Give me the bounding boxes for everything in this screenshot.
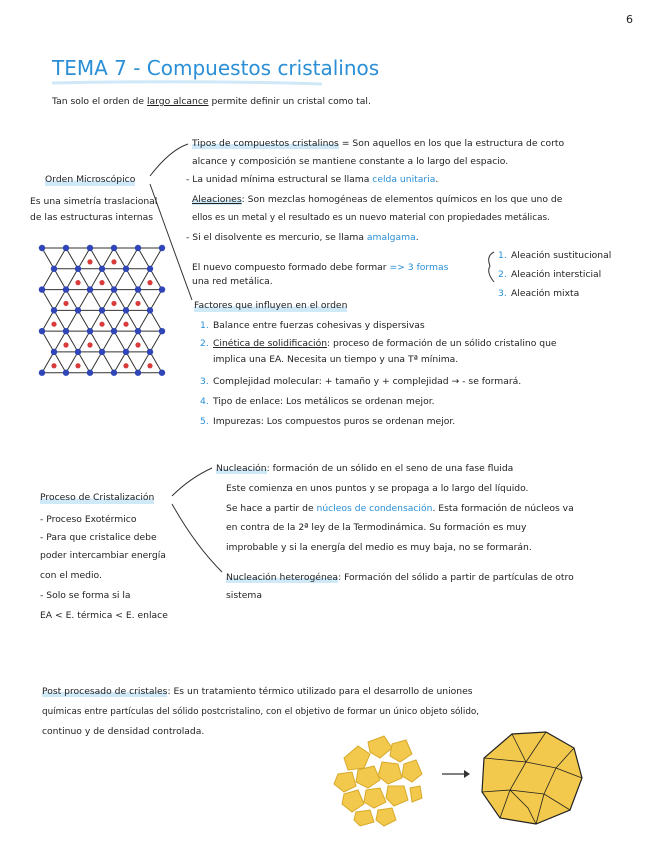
lattice-bond: [138, 352, 150, 373]
nucleacion-heading: Nucleación: [216, 463, 267, 474]
lattice-bond: [102, 248, 114, 269]
form-item: [498, 269, 611, 288]
three-forms-arrow: => 3 formas: [389, 262, 449, 273]
lattice-bond: [54, 248, 66, 269]
heterogenea-heading: Nucleación heterogénea: [226, 572, 339, 583]
nucleacion-line-3-pre: Se hace a partir de: [226, 503, 317, 514]
post-heading: Post procesado de cristales: [42, 686, 168, 697]
lattice-atom-blue: [159, 328, 165, 334]
lattice-bond: [138, 269, 150, 290]
factor-item: [200, 396, 435, 408]
lattice-atom-blue: [111, 370, 117, 376]
lattice-bond: [78, 269, 90, 290]
form-label: Aleación sustitucional: [511, 250, 612, 261]
aleaciones-formed-2: una red metálica.: [192, 276, 273, 287]
lattice-bond: [150, 331, 162, 352]
lattice-bond: [102, 352, 114, 373]
lattice-atom-blue: [75, 307, 81, 313]
cristalizacion-line: EA < E. térmica < E. enlace: [40, 610, 168, 621]
lattice-atom-blue: [87, 370, 93, 376]
form-item: [498, 250, 611, 269]
heterogenea-line-1: [226, 572, 574, 584]
page-title: TEMA 7 - Compuestos cristalinos: [52, 56, 380, 80]
lattice-atom-red: [99, 280, 104, 285]
cristalizacion-line: poder intercambiar energía: [40, 550, 166, 561]
lattice-bond: [90, 269, 102, 290]
tipos-line-3: [186, 174, 438, 186]
lattice-bond: [54, 269, 66, 290]
lattice-bond: [102, 331, 114, 352]
amalgama-term: amalgama: [366, 232, 416, 243]
aleaciones-line-2: ellos es un metal y el resultado es un nuevo material con propiedades metálicas.: [192, 213, 550, 223]
lattice-atom-blue: [147, 266, 153, 272]
lattice-bond: [66, 331, 78, 352]
lattice-atom-red: [135, 342, 140, 347]
lattice-bond: [78, 290, 90, 311]
tipos-heading: Tipos de compuestos cristalinos: [192, 138, 339, 149]
heterogenea-line-2: sistema: [226, 590, 262, 601]
lattice-bond: [42, 269, 54, 290]
tipos-line-1-text: = Son aquellos en los que la estructura de corto: [338, 138, 565, 149]
lattice-atom-red: [123, 363, 128, 368]
aleaciones-formed-1-text: El nuevo compuesto formado debe formar: [192, 262, 387, 273]
aleaciones-line-1-text: : Son mezclas homogéneas de elementos químicos en los que uno de: [241, 194, 563, 205]
lattice-bond: [114, 290, 126, 311]
nucleacion-line-1: [216, 463, 513, 475]
lattice-atom-blue: [147, 307, 153, 313]
lattice-bond: [42, 352, 54, 373]
factor-item: [200, 416, 455, 428]
lattice-bond: [78, 331, 90, 352]
form-number: 1.: [498, 250, 507, 261]
cristalizacion-line: con el medio.: [40, 570, 102, 581]
lattice-atom-red: [75, 363, 80, 368]
nucleos-condensacion-term: núcleos de condensación: [316, 503, 433, 514]
intro-pre: Tan solo el orden de: [52, 96, 147, 107]
lattice-bond: [114, 352, 126, 373]
lattice-atom-blue: [39, 370, 45, 376]
tipos-line-1: [192, 138, 564, 150]
factor-term: Cinética de solidificación: [213, 338, 328, 349]
lattice-atom-blue: [87, 286, 93, 292]
lattice-atom-blue: [51, 266, 57, 272]
cristalizacion-heading: Proceso de Cristalización: [40, 492, 155, 503]
factor-number: 1.: [200, 320, 209, 331]
crystal-lattice-diagram: [28, 238, 178, 398]
post-line-1-text: : Es un tratamiento térmico utilizado para el desarrollo de uniones: [167, 686, 473, 697]
lattice-atom-blue: [75, 266, 81, 272]
lattice-bond: [126, 352, 138, 373]
lattice-atom-red: [87, 342, 92, 347]
tipos-line-3-pre: - La unidad mínima estructural se llama: [186, 174, 373, 185]
lattice-bond: [90, 352, 102, 373]
lattice-bond: [42, 310, 54, 331]
lattice-atom-red: [63, 342, 68, 347]
lattice-bond: [42, 290, 54, 311]
post-line-2: químicas entre partículas del sólido postcristalino, con el objetivo de formar un único objeto sólido,: [42, 707, 480, 717]
orden-desc-2: de las estructuras internas: [30, 212, 154, 223]
tipos-line-3-post: .: [435, 174, 439, 185]
lattice-atom-blue: [123, 266, 129, 272]
lattice-bond: [78, 352, 90, 373]
orden-desc-1: Es una simetría traslacional: [30, 196, 158, 207]
lattice-bond: [66, 269, 78, 290]
lattice-bond: [66, 352, 78, 373]
lattice-atom-red: [147, 363, 152, 368]
nucleacion-line-3-post: . Esta formación de núcleos va: [432, 503, 574, 514]
lattice-bond: [150, 248, 162, 269]
lattice-atom-blue: [51, 307, 57, 313]
factor-text: Complejidad molecular: + tamaño y + complejidad → - se formará.: [213, 376, 522, 387]
lattice-atom-red: [135, 301, 140, 306]
lattice-bond: [126, 248, 138, 269]
lattice-atom-blue: [39, 245, 45, 251]
lattice-bond: [90, 331, 102, 352]
lattice-bond: [150, 352, 162, 373]
lattice-atom-blue: [63, 286, 69, 292]
lattice-atom-blue: [111, 328, 117, 334]
lattice-atom-red: [123, 322, 128, 327]
lattice-atom-red: [51, 363, 56, 368]
aleaciones-line-3-pre: - Si el disolvente es mercurio, se llama: [186, 232, 367, 243]
factor-number: 3.: [200, 376, 209, 387]
lattice-bond: [126, 331, 138, 352]
lattice-atom-blue: [87, 328, 93, 334]
lattice-bond: [78, 310, 90, 331]
factor-text: Tipo de enlace: Los metálicos se ordenan mejor.: [213, 396, 435, 407]
factores-heading: Factores que influyen en el orden: [194, 300, 348, 311]
lattice-bond: [138, 331, 150, 352]
lattice-atom-blue: [147, 349, 153, 355]
lattice-bond: [54, 290, 66, 311]
lattice-atom-red: [87, 259, 92, 264]
lattice-bond: [66, 248, 78, 269]
lattice-atom-red: [51, 322, 56, 327]
nucleacion-line-4: en contra de la 2ª ley de la Termodinámica. Su formación es muy: [226, 522, 527, 533]
lattice-bond: [126, 269, 138, 290]
lattice-atom-blue: [51, 349, 57, 355]
lattice-atom-blue: [63, 245, 69, 251]
cristalizacion-line: - Proceso Exotérmico: [40, 514, 137, 525]
lattice-atom-blue: [99, 349, 105, 355]
form-number: 2.: [498, 269, 507, 280]
sintered-solid: [482, 732, 582, 824]
lattice-bond: [114, 310, 126, 331]
post-line-3: continuo y de densidad controlada.: [42, 726, 205, 737]
factor-text: : proceso de formación de un sólido cristalino que: [327, 338, 557, 349]
lattice-atom-red: [99, 322, 104, 327]
factor-item: [200, 376, 521, 388]
lattice-bond: [54, 352, 66, 373]
intro-post: permite definir un cristal como tal.: [208, 96, 371, 107]
factor-number: 2.: [200, 338, 209, 349]
lattice-atom-red: [147, 280, 152, 285]
post-line-1: [42, 686, 473, 698]
lattice-bond: [102, 290, 114, 311]
factor-item: [200, 338, 557, 350]
factor-item-cont: implica una EA. Necesita un tiempo y una Tª mínima.: [213, 354, 459, 365]
form-number: 3.: [498, 288, 507, 299]
nucleacion-line-5: improbable y si la energía del medio es muy baja, no se formarán.: [226, 542, 532, 553]
factor-item: [200, 320, 425, 332]
loose-grains: [334, 736, 422, 826]
lattice-atom-blue: [63, 328, 69, 334]
celda-unitaria-term: celda unitaria: [372, 174, 436, 185]
lattice-atom-blue: [135, 370, 141, 376]
lattice-atom-blue: [39, 328, 45, 334]
lattice-atom-blue: [99, 266, 105, 272]
lattice-bond: [126, 310, 138, 331]
lattice-bond: [150, 269, 162, 290]
lattice-atom-blue: [63, 370, 69, 376]
lattice-bond: [114, 331, 126, 352]
lattice-bond: [114, 248, 126, 269]
arrow-icon: [442, 770, 470, 778]
lattice-atom-blue: [159, 245, 165, 251]
lattice-atom-blue: [75, 349, 81, 355]
lattice-bond: [54, 331, 66, 352]
sintering-diagram: [330, 728, 620, 828]
lattice-bond: [114, 269, 126, 290]
lattice-bond: [102, 269, 114, 290]
intro-term: largo alcance: [146, 96, 209, 107]
lattice-bond: [138, 248, 150, 269]
form-label: Aleación mixta: [511, 288, 580, 299]
lattice-bond: [42, 248, 54, 269]
lattice-atom-red: [111, 301, 116, 306]
lattice-bond: [54, 310, 66, 331]
lattice-atom-blue: [123, 307, 129, 313]
lattice-bond: [126, 290, 138, 311]
lattice-bond: [138, 310, 150, 331]
lattice-bond: [66, 290, 78, 311]
lattice-atom-blue: [135, 328, 141, 334]
factor-number: 5.: [200, 416, 209, 427]
heterogenea-line-1-text: : Formación del sólido a partir de partículas de otro: [338, 572, 574, 583]
aleaciones-formed-1: [192, 262, 448, 274]
orden-heading: Orden Microscópico: [45, 174, 136, 185]
lattice-atom-blue: [99, 307, 105, 313]
lattice-atom-blue: [111, 286, 117, 292]
page-number: 6: [626, 13, 633, 26]
lattice-bond: [150, 310, 162, 331]
nucleacion-line-3: [226, 503, 574, 515]
lattice-bond: [102, 310, 114, 331]
lattice-bond: [150, 290, 162, 311]
lattice-atom-blue: [87, 245, 93, 251]
lattice-atom-red: [63, 301, 68, 306]
factor-text: Impurezas: Los compuestos puros se ordenan mejor.: [213, 416, 456, 427]
lattice-atom-red: [111, 259, 116, 264]
lattice-atom-blue: [135, 286, 141, 292]
lattice-bond: [90, 248, 102, 269]
lattice-bond: [90, 310, 102, 331]
lattice-bond: [66, 310, 78, 331]
lattice-atom-blue: [111, 245, 117, 251]
factor-number: 4.: [200, 396, 209, 407]
lattice-atom-blue: [39, 286, 45, 292]
lattice-atom-blue: [159, 370, 165, 376]
lattice-bond: [78, 248, 90, 269]
lattice-atom-blue: [123, 349, 129, 355]
nucleacion-line-1-text: : formación de un sólido en el seno de una fase fluida: [266, 463, 514, 474]
nucleacion-line-2: Este comienza en unos puntos y se propaga a lo largo del líquido.: [226, 483, 529, 494]
lattice-bond: [90, 290, 102, 311]
cristalizacion-line: - Solo se forma si la: [40, 590, 131, 601]
factor-text: Balance entre fuerzas cohesivas y dispersivas: [213, 320, 425, 331]
lattice-bond: [138, 290, 150, 311]
lattice-atom-blue: [135, 245, 141, 251]
form-item: [498, 288, 611, 307]
tipos-line-2: alcance y composición se mantiene constante a lo largo del espacio.: [192, 156, 509, 167]
lattice-bond: [42, 331, 54, 352]
aleaciones-heading: Aleaciones: [192, 194, 242, 205]
forms-list: [498, 250, 611, 307]
form-label: Aleación intersticial: [511, 269, 602, 280]
cristalizacion-line: - Para que cristalice debe: [40, 532, 157, 543]
aleaciones-line-3-post: .: [415, 232, 419, 243]
aleaciones-line-1: [192, 194, 562, 206]
lattice-atom-blue: [159, 286, 165, 292]
lattice-atom-red: [75, 280, 80, 285]
aleaciones-line-3: [186, 232, 419, 244]
